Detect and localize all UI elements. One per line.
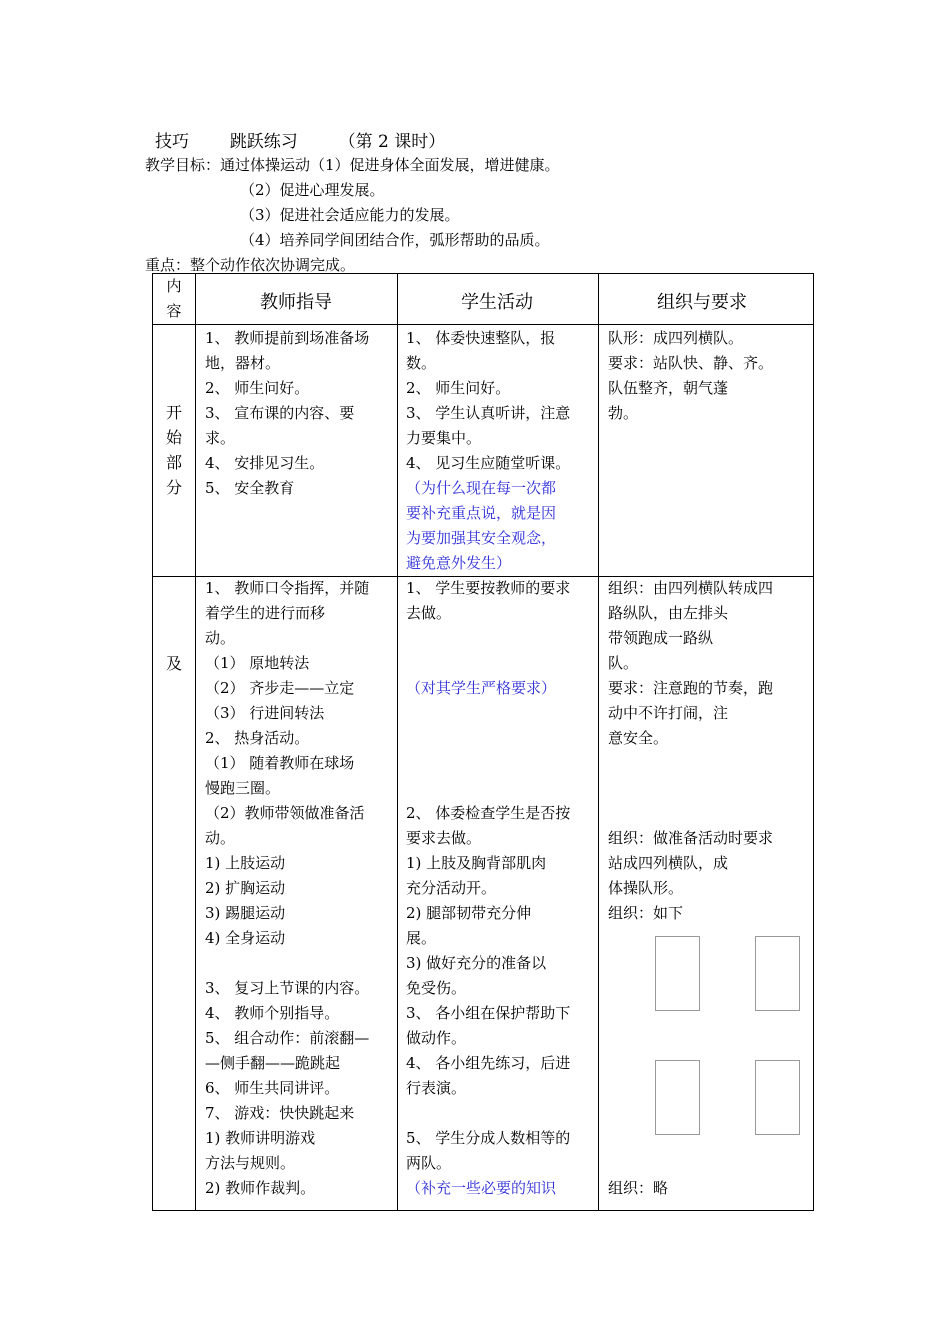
lesson-table [152,273,814,1211]
header-content: 内 容 [166,277,182,320]
start-organization: 队形：成四列横队。 要求：站队快、静、齐。 队伍整齐，朝气蓬 勃。 [608,329,774,422]
title-part-topic: 跳跃练习 [229,132,298,152]
section-start-label: 开 始 部 分 [165,403,182,497]
column-divider [598,274,599,1210]
row-divider [153,324,813,325]
title-part-period: （第 2 课时） [338,132,446,152]
title-part-skill: 技巧 [155,132,189,152]
objective-lead: 教学目标：通过体操运动（1）促进身体全面发展，增进健康。 [145,156,560,174]
objective-3: （3）促进社会适应能力的发展。 [240,206,460,224]
formation-box [655,1060,700,1135]
strict-requirement-note: （对其学生严格要求） [406,679,557,697]
section-2-organization-a: 组织：由四列横队转成四 路纵队，由左排头 带领跑成一路纵 队。 要求：注意跑的节奏，跑 动中不许打闹，注 意安全。 [608,579,774,747]
lesson-title [155,127,445,152]
section-2-label: 及 [165,654,182,673]
section-2-student-activity-b: 2、 体委检查学生是否按 要求去做。 1) 上肢及胸背部肌肉 充分活动开。 2) 腿部韧带充分伸 展。 3) 做好充分的准备以 免受伤。 3、 各小组在保护帮助下 做动作。 4、 各小组先练习，后进 行表演。 5、 学生分成人数相等的 两队。 [406,804,571,1172]
start-student-activity: 1、 体委快速整队，报 数。 2、 师生问好。 3、 学生认真听讲，注意 力要集中。 4、 见习生应随堂听课。 （为什么现在每一次都 要补充重点说，就是因 为要加强其安全观念， 避免意外发生） [406,329,571,572]
formation-box [655,936,700,1011]
section-2-organization-b: 组织：做准备活动时要求 站成四列横队，成 体操队形。 组织：如下 [608,829,774,922]
header-student: 学生活动 [461,292,533,313]
column-divider [397,274,398,1210]
formation-box [755,1060,800,1135]
objective-4: （4）培养同学间团结合作，弧形帮助的品质。 [240,231,550,249]
objective-2: （2）促进心理发展。 [240,181,385,199]
header-teacher: 教师指导 [260,292,332,313]
start-teacher-guidance: 1、 教师提前到场准备场 地，器材。 2、 师生问好。 3、 宣布课的内容、要 求。 4、 安排见习生。 5、 安全教育 [205,329,370,497]
section-2-teacher-guidance: 1、 教师口令指挥，并随 着学生的进行而移 动。 （1） 原地转法 （2） 齐步走——立定 （3） 行进间转法 2、 热身活动。 （1） 随着教师在球场 慢跑三圈。 （2）教师带领做准备活 动。 1) 上肢运动 2) 扩胸运动 3) 踢腿运动 4) 全身运动 3、 复习上节课的内容。 4、 教师个别指导。 5、 组合动作：前滚翻— —侧手翻——跪跳起 6、 师生共同讲评。 7、 游戏：快快跳起来 1) 教师讲明游戏 方法与规则。 2) 教师作裁判。 [205,579,370,1197]
knowledge-note: （补充一些必要的知识 [406,1179,557,1197]
section-2-student-activity-a: 1、 学生要按教师的要求 去做。 [406,579,571,622]
section-2-organization-c: 组织：略 [608,1179,669,1197]
key-point: 重点：整个动作依次协调完成。 [145,256,356,274]
safety-note: （为什么现在每一次都 [406,479,557,497]
formation-box [755,936,800,1011]
header-organization: 组织与要求 [657,292,747,313]
column-divider [195,274,196,1210]
